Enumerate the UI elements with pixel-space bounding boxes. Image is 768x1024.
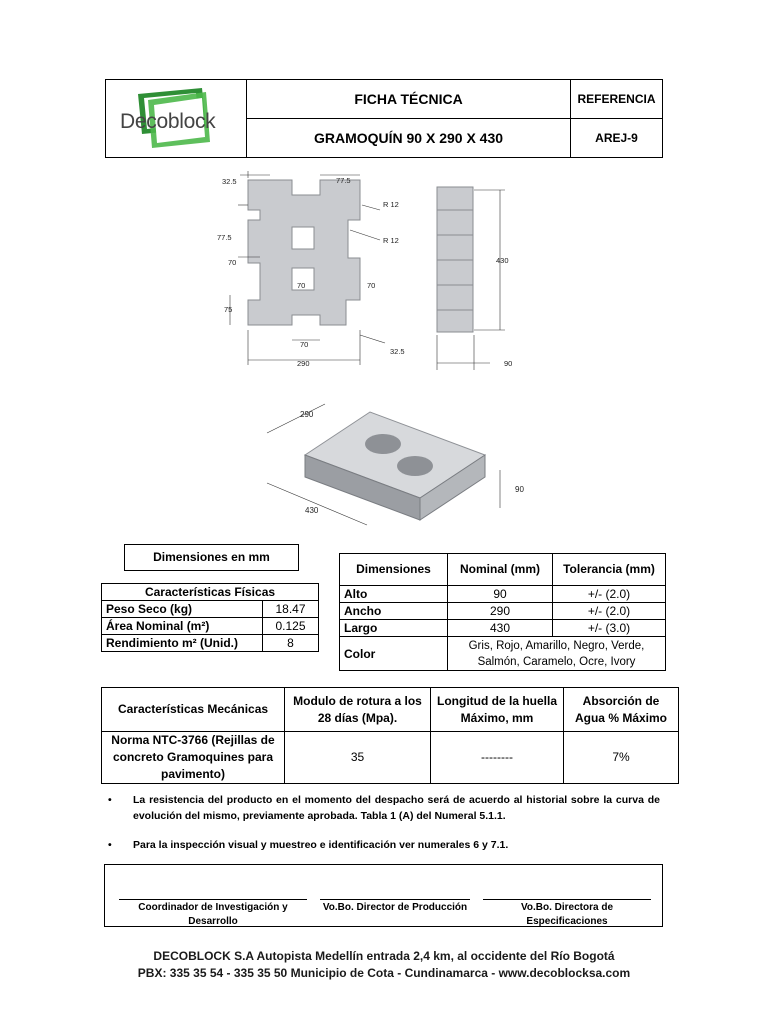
col-header: Características Mecánicas [102, 688, 285, 732]
ref-value: AREJ-9 [571, 119, 663, 158]
dimensions-table [339, 553, 666, 671]
ref-label: REFERENCIA [571, 80, 663, 119]
table-row [102, 732, 679, 784]
row-label: Ancho [340, 603, 448, 620]
table-row [102, 635, 319, 652]
footer-contact: PBX: 335 35 54 - 335 35 50 Municipio de Cota - Cundinamarca - www.decoblocksa.com [137, 966, 631, 980]
tolerance-value: +/- (2.0) [553, 603, 666, 620]
nominal-value: 290 [448, 603, 553, 620]
note-item [108, 837, 660, 855]
mechanical-table [101, 687, 679, 784]
dim-label: 290 [300, 410, 314, 419]
dim-label: 77.5 [217, 233, 232, 242]
bullet-icon: • [108, 794, 112, 806]
row-label: Alto [340, 586, 448, 603]
color-options [448, 637, 666, 671]
dim-label: R 12 [383, 236, 399, 245]
row-label: Color [340, 637, 448, 671]
signature-block [119, 899, 307, 929]
table-row [340, 620, 666, 637]
note-item [108, 792, 660, 826]
signature-line [119, 899, 307, 900]
signature-block [483, 899, 651, 929]
dim-label: 430 [305, 506, 319, 515]
dim-label: 70 [228, 258, 237, 267]
signature-label: Vo.Bo. Directora de Especificaciones [520, 902, 614, 927]
dim-label: 90 [504, 359, 513, 368]
signature-label: Vo.Bo. Director de Producción [322, 902, 468, 913]
nominal-value: 430 [448, 620, 553, 637]
tolerance-value: +/- (2.0) [553, 586, 666, 603]
dim-label: 32.5 [390, 347, 405, 356]
table-row [340, 603, 666, 620]
row-label: Peso Seco (kg) [102, 601, 263, 618]
absorption-value: 7% [564, 732, 679, 784]
tolerance-value: +/- (3.0) [553, 620, 666, 637]
top-view-block [248, 180, 360, 325]
col-header: Dimensiones [340, 554, 448, 586]
table-row [102, 618, 319, 635]
table-row [102, 601, 319, 618]
physical-header: Características Físicas [102, 584, 319, 601]
row-label: Norma NTC-3766 (Rejillas de concreto Gramoquines para pavimento) [102, 732, 285, 784]
rupture-value: 35 [285, 732, 431, 784]
isometric-drawing [255, 400, 535, 530]
dim-label: 75 [224, 305, 233, 314]
signature-line [320, 899, 470, 900]
iso-block [305, 412, 485, 520]
top-side-drawing [200, 165, 540, 375]
imprint-value: -------- [431, 732, 564, 784]
dim-label: 90 [515, 485, 524, 494]
colors-line: Salmón, Caramelo, Ocre, Ivory [477, 655, 636, 668]
dim-label: 430 [496, 256, 509, 265]
dim-label: R 12 [383, 200, 399, 209]
row-label: Área Nominal (m²) [102, 618, 263, 635]
bullet-icon: • [108, 839, 112, 851]
signature-label: Coordinador de Investigación y Desarrollo [138, 902, 288, 927]
units-note: Dimensiones en mm [124, 544, 299, 571]
doc-title: FICHA TÉCNICA [247, 80, 571, 119]
col-header: Absorción de Agua % Máximo [564, 688, 679, 732]
signature-block [320, 899, 470, 915]
dim-label: 70 [367, 281, 376, 290]
row-label: Rendimiento m² (Unid.) [102, 635, 263, 652]
col-header: Nominal (mm) [448, 554, 553, 586]
row-value: 0.125 [263, 618, 319, 635]
signature-line [483, 899, 651, 900]
col-header: Modulo de rotura a los 28 días (Mpa). [285, 688, 431, 732]
dim-label: 70 [297, 281, 306, 290]
footer [0, 948, 768, 982]
footer-address: DECOBLOCK S.A Autopista Medellín entrada 2,4 km, al occidente del Río Bogotá [153, 949, 615, 963]
signature-box [104, 864, 663, 927]
colors-line: Gris, Rojo, Amarillo, Negro, Verde, [468, 639, 645, 652]
product-name: GRAMOQUÍN 90 X 290 X 430 [247, 119, 571, 158]
col-header: Tolerancia (mm) [553, 554, 666, 586]
side-view-block [437, 187, 473, 332]
physical-table [101, 583, 319, 652]
dim-label: 70 [300, 340, 309, 349]
nominal-value: 90 [448, 586, 553, 603]
col-header: Longitud de la huella Máximo, mm [431, 688, 564, 732]
note-text: La resistencia del producto en el momento del despacho será de acuerdo al historial sobre la curva de evolución del mismo, previamente aprobada. Tabla 1 (A) del Numeral 5.1.1. [133, 794, 660, 822]
row-label: Largo [340, 620, 448, 637]
note-text: Para la inspección visual y muestreo e identificación ver numerales 6 y 7.1. [133, 839, 509, 851]
logo-text: Decoblock [120, 110, 216, 133]
dim-label: 290 [297, 359, 310, 368]
row-value: 8 [263, 635, 319, 652]
dim-label: 32.5 [222, 177, 237, 186]
table-row [340, 637, 666, 671]
table-row [340, 586, 666, 603]
dim-label: 77.5 [336, 176, 351, 185]
row-value: 18.47 [263, 601, 319, 618]
